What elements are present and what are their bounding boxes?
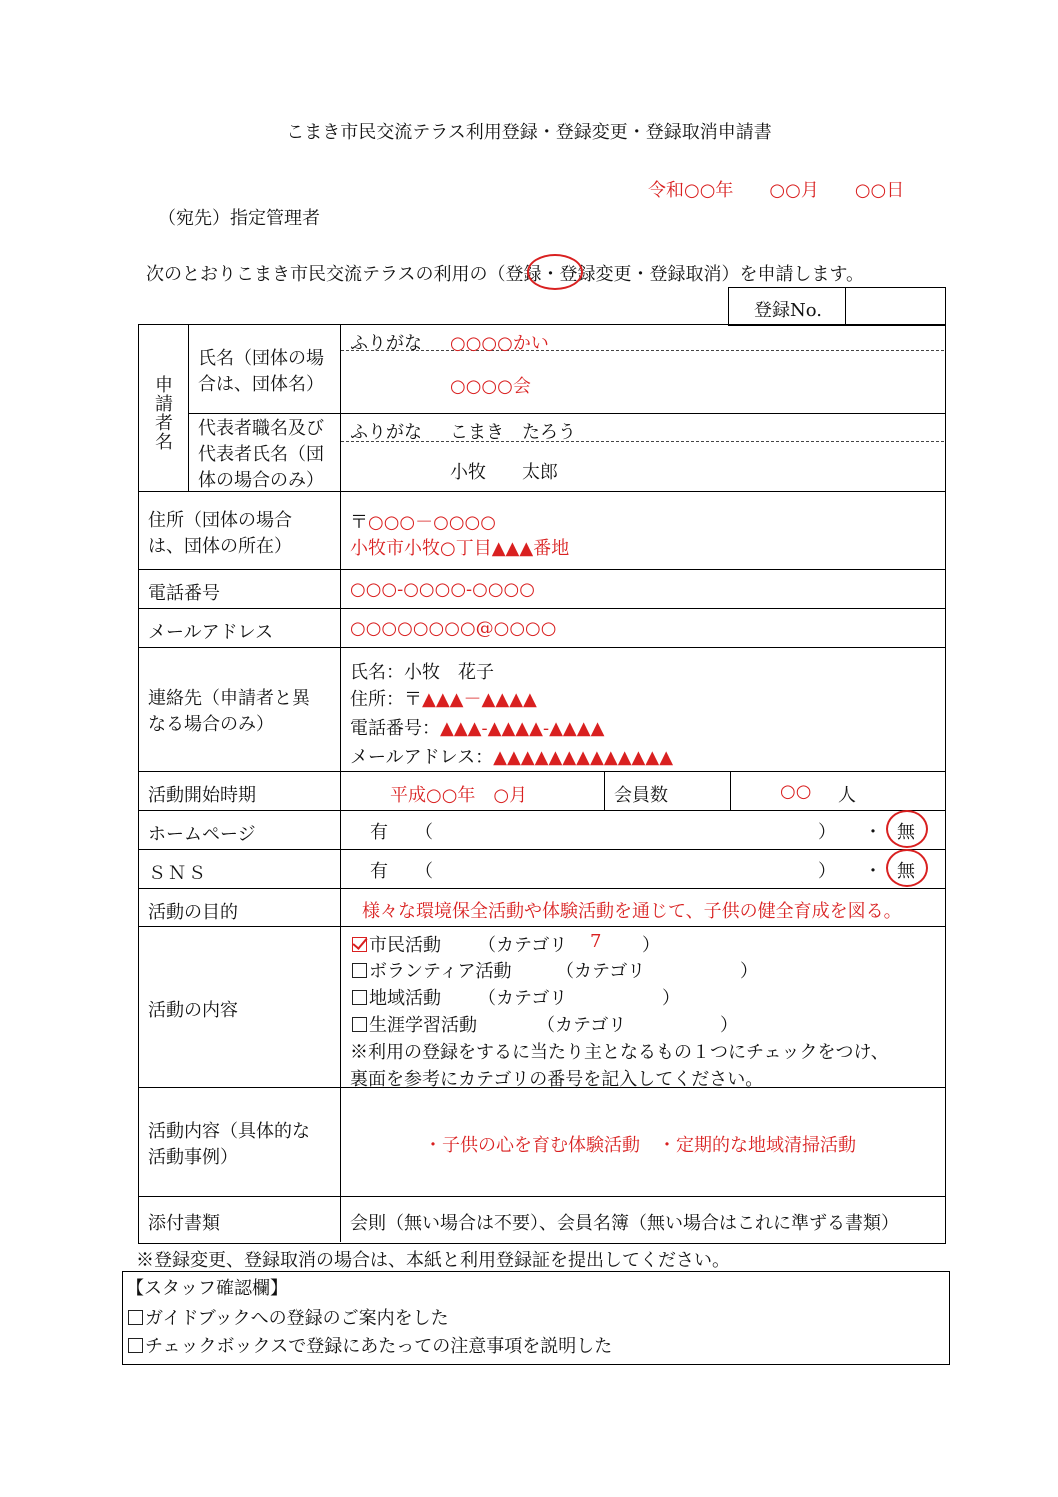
rep-name-value[interactable]: 小牧 太郎 bbox=[450, 462, 558, 483]
intro-prefix: 次のとおりこまき市民交流テラスの利用の（ bbox=[146, 264, 506, 285]
sns-label: ＳＮＳ bbox=[148, 863, 208, 884]
content-label: 活動の内容 bbox=[148, 1000, 238, 1021]
volunteer-checkbox[interactable] bbox=[352, 963, 367, 978]
sns-paren-open: （ bbox=[415, 861, 433, 882]
sns-no-circle bbox=[886, 849, 928, 887]
phone-label: 電話番号 bbox=[148, 583, 220, 604]
content-item-civic[interactable]: 市民活動 bbox=[352, 931, 441, 957]
register-selected-circle bbox=[527, 254, 583, 290]
notice-checkbox[interactable] bbox=[128, 1338, 143, 1353]
homepage-dot: ・ bbox=[864, 822, 882, 843]
email-value[interactable]: ○○○○○○○○@○○○○ bbox=[350, 618, 557, 639]
address-value[interactable]: 小牧市小牧○丁目▲▲▲番地 bbox=[350, 538, 570, 559]
homepage-paren-open: （ bbox=[415, 822, 433, 843]
examples-value[interactable]: ・子供の心を育む体験活動 ・定期的な地域清掃活動 bbox=[424, 1135, 856, 1156]
community-checkbox[interactable] bbox=[352, 990, 367, 1005]
content-item-community[interactable]: 地域活動 bbox=[352, 984, 441, 1010]
homepage-yes[interactable]: 有 bbox=[370, 822, 388, 843]
purpose-value[interactable]: 様々な環境保全活動や体験活動を通じて、子供の健全育成を図る。 bbox=[362, 901, 902, 922]
contact-label: 連絡先（申請者と異 なる場合のみ） bbox=[148, 688, 310, 735]
registration-no-field[interactable] bbox=[850, 290, 940, 322]
civic-checkbox-checked[interactable] bbox=[352, 937, 367, 952]
members-unit: 人 bbox=[838, 785, 856, 806]
sns-dot: ・ bbox=[864, 861, 882, 882]
applicant-section-label: 申 請 者 名 bbox=[155, 375, 173, 453]
lifelong-category-close: ） bbox=[720, 1015, 738, 1036]
name-label: 氏名（団体の場 合は、団体名） bbox=[198, 348, 324, 395]
community-category: （カテゴリ bbox=[478, 988, 568, 1009]
address-label: 住所（団体の場合 は、団体の所在） bbox=[148, 510, 292, 557]
civic-category-value[interactable]: 7 bbox=[590, 931, 602, 952]
contact-phone[interactable]: 電話番号：▲▲▲-▲▲▲▲-▲▲▲▲ bbox=[350, 718, 605, 739]
content-note-line2: 裏面を参考にカテゴリの番号を記入してください。 bbox=[350, 1069, 764, 1090]
members-label: 会員数 bbox=[614, 785, 668, 806]
volunteer-category: （カテゴリ bbox=[556, 961, 646, 982]
lifelong-checkbox[interactable] bbox=[352, 1017, 367, 1032]
members-value[interactable]: ○○ bbox=[780, 781, 812, 802]
attachments-label: 添付書類 bbox=[148, 1213, 220, 1234]
staff-item-checkbox-notice[interactable]: チェックボックスで登録にあたっての注意事項を説明した bbox=[128, 1332, 612, 1358]
phone-value[interactable]: ○○○-○○○○-○○○○ bbox=[350, 579, 535, 600]
registration-no-label: 登録No. bbox=[754, 300, 822, 321]
application-date[interactable]: 令和○○年 ○○月 ○○日 bbox=[648, 180, 905, 201]
sns-no[interactable]: 無 bbox=[897, 861, 915, 882]
staff-title: 【スタッフ確認欄】 bbox=[126, 1278, 288, 1299]
guidebook-checkbox[interactable] bbox=[128, 1310, 143, 1325]
homepage-paren-close: ） bbox=[818, 822, 836, 843]
intro-rest: ・登録変更・登録取消）を申請します。 bbox=[541, 264, 865, 285]
content-item-civic-category: （カテゴリ bbox=[478, 935, 568, 956]
content-item-lifelong[interactable]: 生涯学習活動 bbox=[352, 1011, 477, 1037]
sns-yes[interactable]: 有 bbox=[370, 861, 388, 882]
intro-sentence bbox=[146, 260, 864, 286]
staff-item-guidebook[interactable]: ガイドブックへの登録のご案内をした bbox=[128, 1304, 449, 1330]
content-item-volunteer[interactable]: ボランティア活動 bbox=[352, 957, 512, 983]
rep-furigana-value[interactable]: こまき たろう bbox=[450, 422, 576, 443]
content-note-line1: ※利用の登録をするに当たり主となるもの１つにチェックをつけ、 bbox=[350, 1042, 889, 1063]
lifelong-category: （カテゴリ bbox=[537, 1015, 627, 1036]
option-register[interactable]: 登録 bbox=[505, 264, 542, 285]
addressee: （宛先）指定管理者 bbox=[158, 208, 320, 229]
contact-email[interactable]: メールアドレス：▲▲▲▲▲▲▲▲▲▲▲▲▲ bbox=[350, 747, 674, 768]
footnote: ※登録変更、登録取消の場合は、本紙と利用登録証を提出してください。 bbox=[136, 1250, 730, 1271]
contact-name[interactable]: 氏名：小牧 花子 bbox=[350, 662, 494, 683]
activity-start-label: 活動開始時期 bbox=[148, 785, 256, 806]
page-title: こまき市民交流テラス利用登録・登録変更・登録取消申請書 bbox=[286, 122, 772, 143]
name-furigana-label: ふりがな bbox=[350, 333, 422, 354]
rep-furigana-label: ふりがな bbox=[350, 422, 422, 443]
community-category-close: ） bbox=[662, 988, 680, 1009]
representative-label: 代表者職名及び 代表者氏名（団 体の場合のみ） bbox=[198, 418, 324, 491]
postal-code[interactable]: 〒○○○－○○○○ bbox=[350, 512, 496, 533]
homepage-no-circle bbox=[886, 810, 928, 848]
contact-address[interactable]: 住所：〒▲▲▲－▲▲▲▲ bbox=[350, 689, 537, 710]
homepage-no[interactable]: 無 bbox=[897, 822, 915, 843]
homepage-label: ホームページ bbox=[148, 824, 256, 845]
name-furigana-value[interactable]: ○○○○かい bbox=[450, 333, 549, 354]
activity-start-value[interactable]: 平成○○年 ○月 bbox=[390, 785, 528, 806]
examples-label: 活動内容（具体的な 活動事例） bbox=[148, 1121, 310, 1168]
name-value[interactable]: ○○○○会 bbox=[450, 376, 531, 397]
purpose-label: 活動の目的 bbox=[148, 902, 238, 923]
email-label: メールアドレス bbox=[148, 622, 274, 643]
civic-category-close: ） bbox=[642, 935, 660, 956]
volunteer-category-close: ） bbox=[740, 961, 758, 982]
attachments-value: 会則（無い場合は不要）、会員名簿（無い場合はこれに準ずる書類） bbox=[350, 1213, 899, 1234]
sns-paren-close: ） bbox=[818, 861, 836, 882]
